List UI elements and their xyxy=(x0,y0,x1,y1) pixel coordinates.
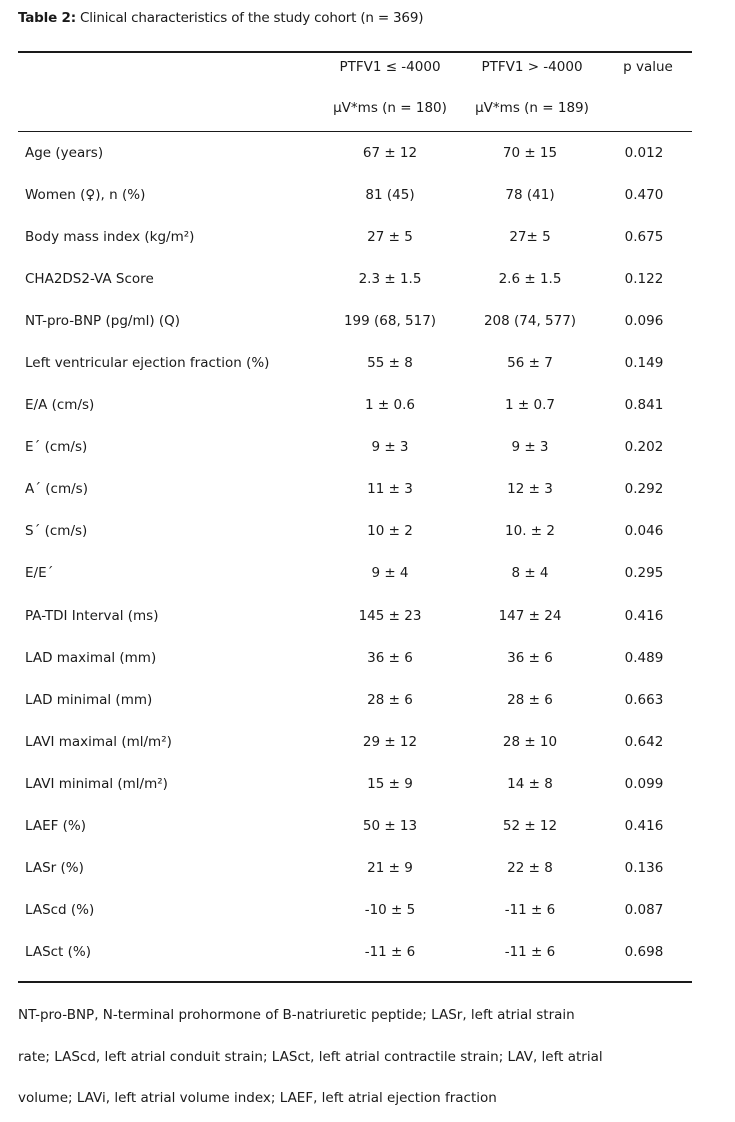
table-row xyxy=(18,721,692,763)
value-ptfv1-high: 1 ± 0.7 xyxy=(505,397,555,414)
table-row xyxy=(18,426,692,468)
row-label: S´ (cm/s) xyxy=(25,523,88,540)
value-ptfv1-high: 208 (74, 577) xyxy=(483,313,577,330)
value-ptfv1-high: 10. ± 2 xyxy=(505,523,555,540)
table-row xyxy=(18,174,692,216)
row-label: PA-TDI Interval (ms) xyxy=(25,607,159,624)
value-ptfv1-low: 145 ± 23 xyxy=(358,607,422,624)
value-ptfv1-high: 147 ± 24 xyxy=(498,607,562,624)
table-row xyxy=(18,552,692,594)
table-row xyxy=(18,342,692,384)
table-row xyxy=(18,468,692,510)
value-ptfv1-low: 81 (45) xyxy=(365,187,415,204)
value-ptfv1-high: 28 ± 10 xyxy=(502,733,558,750)
value-ptfv1-high: 8 ± 4 xyxy=(511,565,549,582)
caption-label: Table 2: xyxy=(18,10,76,26)
row-label: Women (♀), n (%) xyxy=(25,187,146,204)
table-body xyxy=(18,132,692,973)
row-label: Left ventricular ejection fraction (%) xyxy=(25,355,270,372)
table-row xyxy=(18,300,692,342)
p-value: 0.046 xyxy=(624,523,664,540)
table-row xyxy=(18,679,692,721)
table-row xyxy=(18,931,692,973)
value-ptfv1-low: 15 ± 9 xyxy=(367,775,413,792)
value-ptfv1-high: 78 (41) xyxy=(505,187,555,204)
header-col2-line2: µV*ms (n = 189) xyxy=(475,100,589,116)
value-ptfv1-low: 199 (68, 517) xyxy=(343,313,437,330)
row-label: LAD maximal (mm) xyxy=(25,649,157,666)
header-col2-line1: PTFV1 > -4000 xyxy=(481,59,583,75)
value-ptfv1-high: -11 ± 6 xyxy=(504,943,556,960)
p-value: 0.489 xyxy=(624,649,664,666)
value-ptfv1-low: 50 ± 13 xyxy=(362,817,418,834)
row-label: LAD minimal (mm) xyxy=(25,691,153,708)
p-value: 0.642 xyxy=(624,733,664,750)
table-row xyxy=(18,805,692,847)
value-ptfv1-low: 29 ± 12 xyxy=(362,733,418,750)
footnote-line-2: rate; LAScd, left atrial conduit strain; LASct, left atrial contractile strain; LAV, left atrial xyxy=(18,1048,603,1065)
row-label: NT-pro-BNP (pg/ml) (Q) xyxy=(25,313,181,330)
table-row xyxy=(18,132,692,174)
value-ptfv1-high: 56 ± 7 xyxy=(507,355,553,372)
value-ptfv1-high: 28 ± 6 xyxy=(507,691,553,708)
value-ptfv1-high: 14 ± 8 xyxy=(507,775,553,792)
p-value: 0.698 xyxy=(624,943,664,960)
p-value: 0.841 xyxy=(624,397,664,414)
p-value: 0.675 xyxy=(624,229,664,246)
table-row xyxy=(18,384,692,426)
p-value: 0.099 xyxy=(624,775,664,792)
value-ptfv1-high: -11 ± 6 xyxy=(504,901,556,918)
row-label: LASct (%) xyxy=(25,943,92,960)
row-label: E´ (cm/s) xyxy=(25,439,88,456)
value-ptfv1-low: 9 ± 3 xyxy=(371,439,409,456)
value-ptfv1-low: 2.3 ± 1.5 xyxy=(358,271,422,288)
p-value: 0.149 xyxy=(624,355,664,372)
value-ptfv1-high: 22 ± 8 xyxy=(507,859,553,876)
footnote xyxy=(18,995,708,1120)
table-caption xyxy=(18,10,423,26)
row-label: LAEF (%) xyxy=(25,817,87,834)
row-label: E/E´ xyxy=(25,565,54,582)
table-row xyxy=(18,763,692,805)
value-ptfv1-high: 27± 5 xyxy=(509,229,551,246)
value-ptfv1-high: 70 ± 15 xyxy=(502,145,558,162)
value-ptfv1-high: 12 ± 3 xyxy=(507,481,553,498)
p-value: 0.136 xyxy=(624,859,664,876)
row-label: Age (years) xyxy=(25,145,104,162)
value-ptfv1-low: 11 ± 3 xyxy=(367,481,413,498)
caption-text: Clinical characteristics of the study cohort (n = 369) xyxy=(75,10,424,26)
value-ptfv1-high: 2.6 ± 1.5 xyxy=(498,271,562,288)
value-ptfv1-low: 55 ± 8 xyxy=(367,355,413,372)
header-col1-line1: PTFV1 ≤ -4000 xyxy=(339,59,441,75)
table-row xyxy=(18,595,692,637)
value-ptfv1-low: -10 ± 5 xyxy=(364,901,416,918)
p-value: 0.012 xyxy=(624,145,664,162)
value-ptfv1-low: -11 ± 6 xyxy=(364,943,416,960)
p-value: 0.122 xyxy=(624,271,664,288)
p-value: 0.295 xyxy=(624,565,664,582)
p-value: 0.470 xyxy=(624,187,664,204)
value-ptfv1-low: 1 ± 0.6 xyxy=(365,397,415,414)
value-ptfv1-low: 27 ± 5 xyxy=(367,229,413,246)
footnote-line-3: volume; LAVi, left atrial volume index; LAEF, left atrial ejection fraction xyxy=(18,1090,497,1106)
p-value: 0.416 xyxy=(624,607,664,624)
value-ptfv1-low: 67 ± 12 xyxy=(362,145,418,162)
value-ptfv1-high: 9 ± 3 xyxy=(511,439,549,456)
row-label: A´ (cm/s) xyxy=(25,481,88,498)
value-ptfv1-low: 36 ± 6 xyxy=(367,649,413,666)
header-p-value: p value xyxy=(623,59,673,75)
p-value: 0.416 xyxy=(624,817,664,834)
header-col1-line2: µV*ms (n = 180) xyxy=(333,100,447,116)
value-ptfv1-low: 28 ± 6 xyxy=(367,691,413,708)
row-label: LAVI minimal (ml/m²) xyxy=(25,775,168,792)
p-value: 0.663 xyxy=(624,691,664,708)
table-row xyxy=(18,216,692,258)
row-label: LAVI maximal (ml/m²) xyxy=(25,733,172,750)
p-value: 0.202 xyxy=(624,439,664,456)
row-label: LASr (%) xyxy=(25,859,84,876)
row-label: Body mass index (kg/m²) xyxy=(25,229,195,246)
row-label: CHA2DS2-VA Score xyxy=(25,271,154,288)
p-value: 0.292 xyxy=(624,481,664,498)
value-ptfv1-high: 36 ± 6 xyxy=(507,649,553,666)
value-ptfv1-high: 52 ± 12 xyxy=(502,817,558,834)
table-row xyxy=(18,510,692,552)
table-row xyxy=(18,889,692,931)
row-label: LAScd (%) xyxy=(25,901,95,918)
row-label: E/A (cm/s) xyxy=(25,397,95,414)
table-row xyxy=(18,637,692,679)
table-row xyxy=(18,258,692,300)
value-ptfv1-low: 21 ± 9 xyxy=(367,859,413,876)
value-ptfv1-low: 9 ± 4 xyxy=(371,565,409,582)
p-value: 0.096 xyxy=(624,313,664,330)
p-value: 0.087 xyxy=(624,901,664,918)
footnote-line-1: NT-pro-BNP, N-terminal prohormone of B-natriuretic peptide; LASr, left atrial strain xyxy=(18,1007,575,1023)
table-row xyxy=(18,847,692,889)
bottom-rule xyxy=(18,981,692,983)
value-ptfv1-low: 10 ± 2 xyxy=(367,523,413,540)
